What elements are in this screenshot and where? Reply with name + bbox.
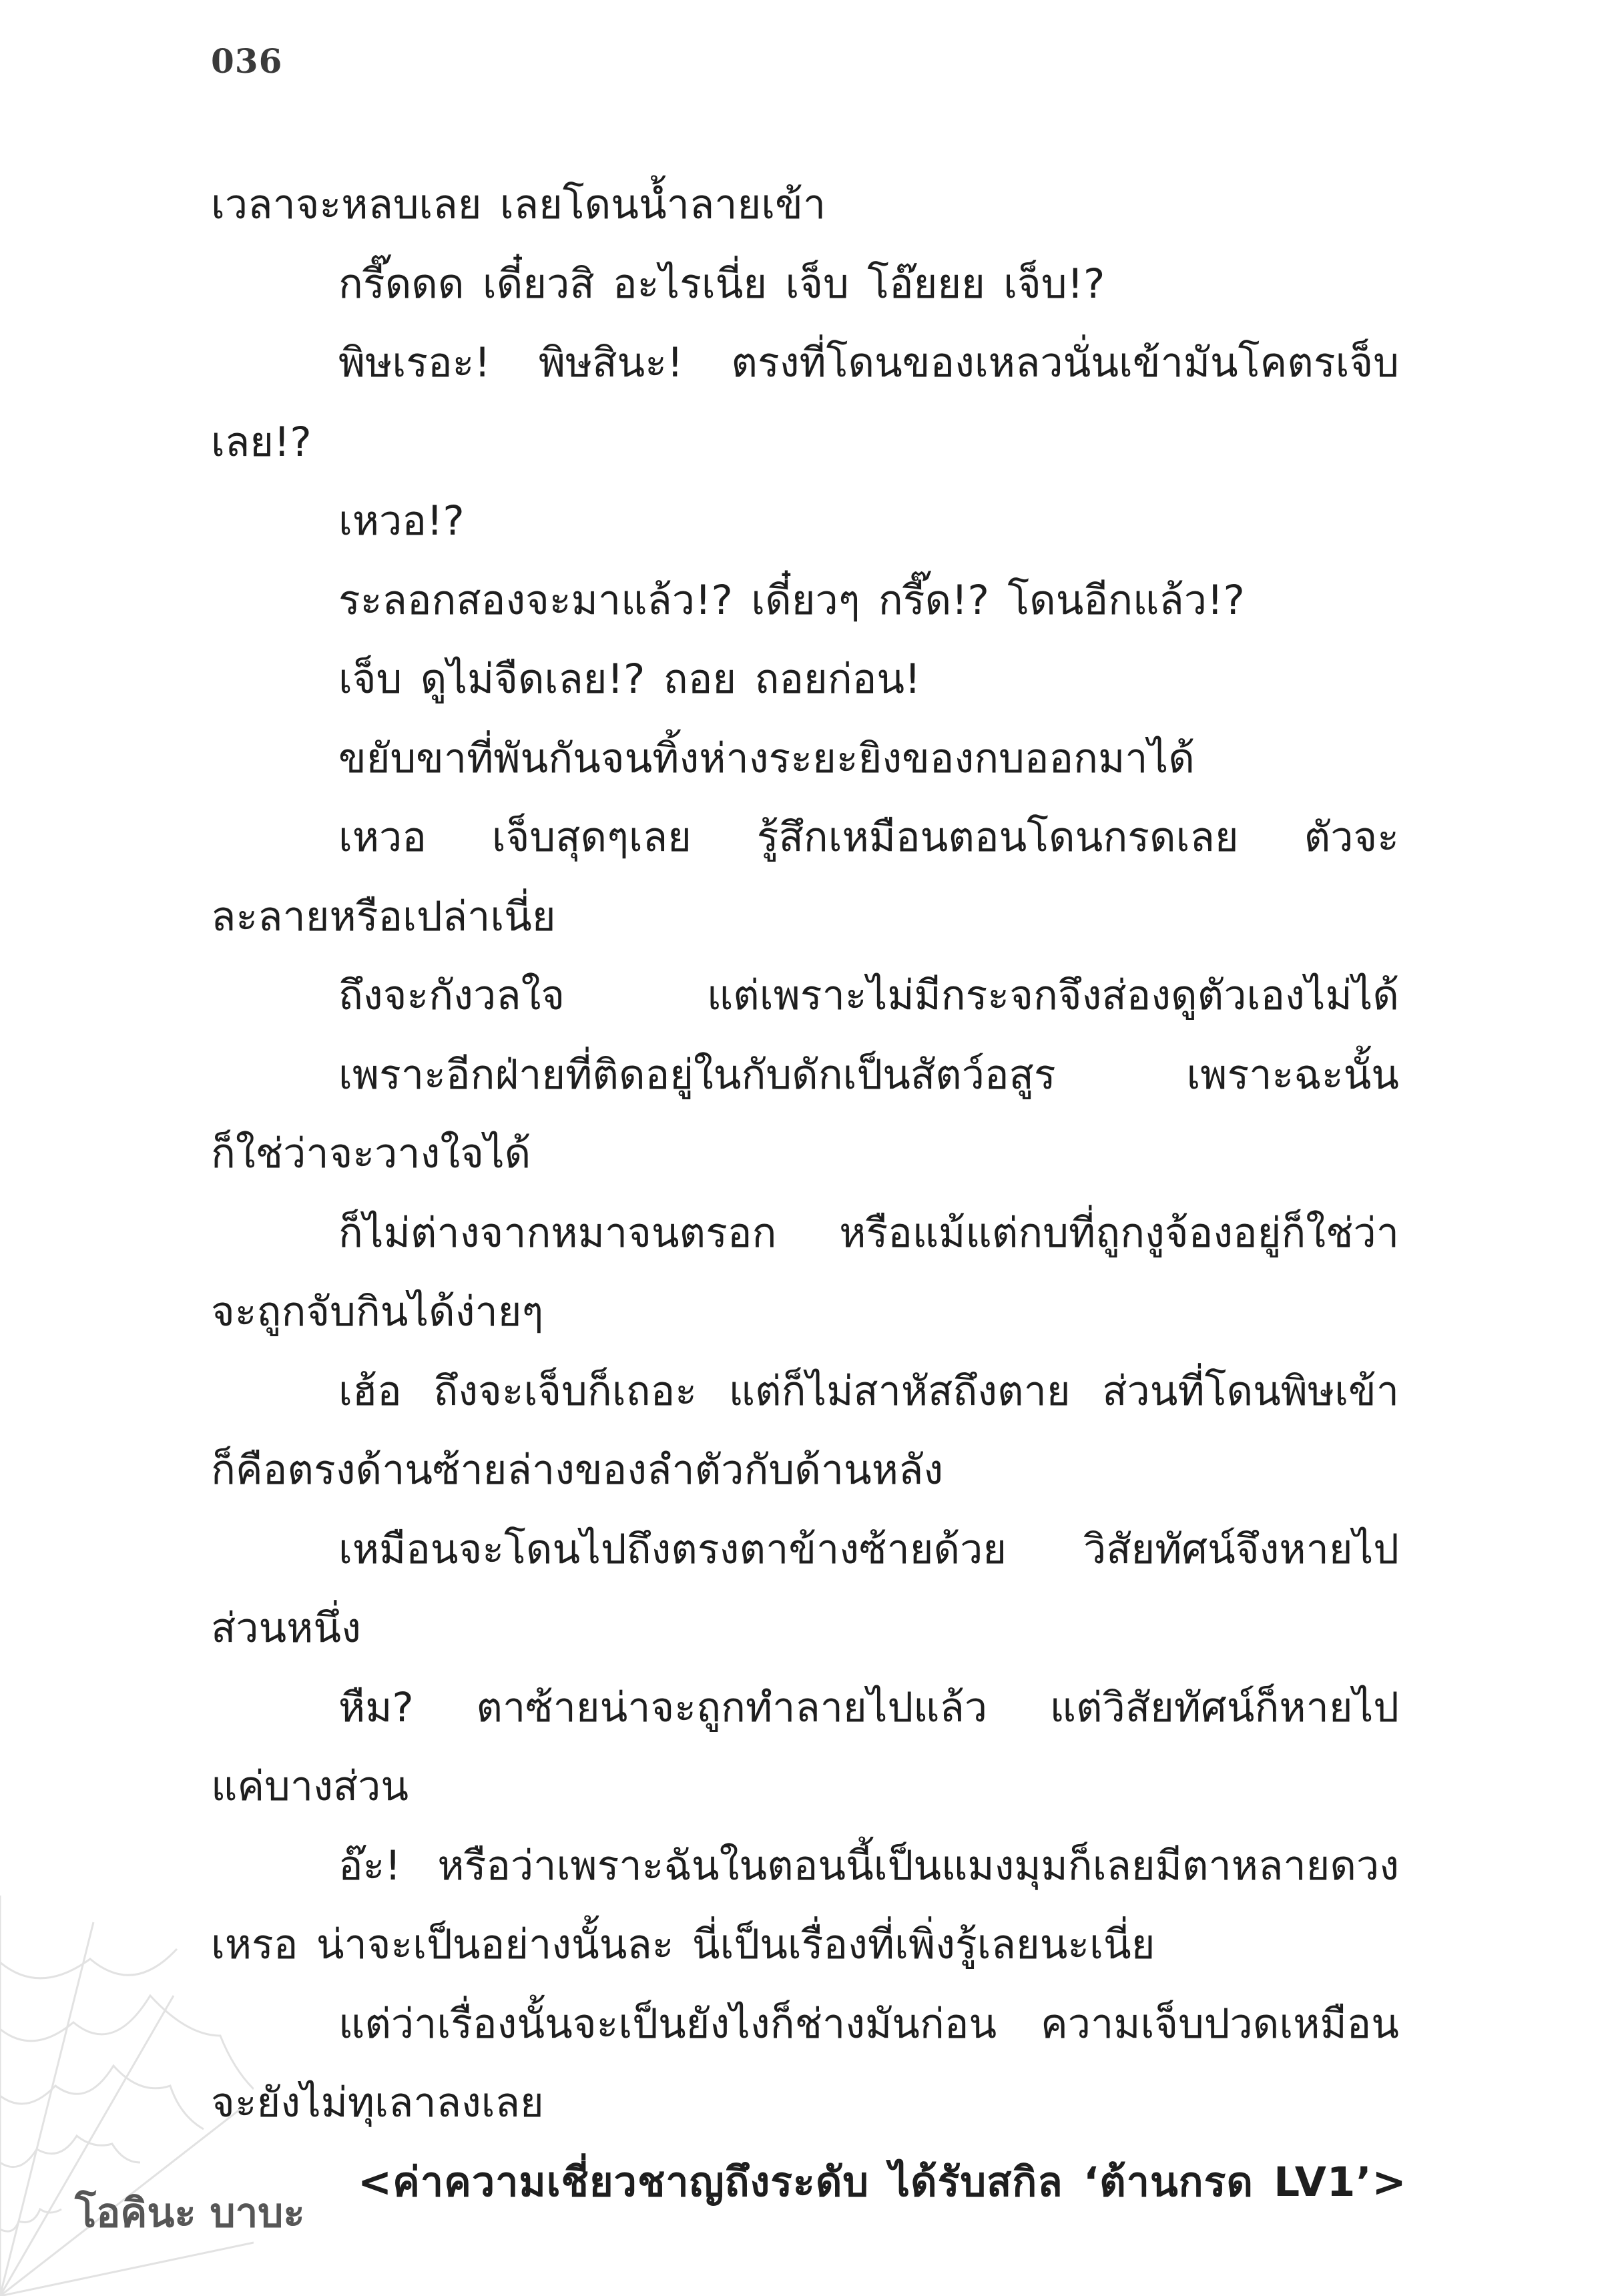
text-line: ขยับขาที่พันกันจนทิ้งห่างระยะยิงของกบออกมาได้ xyxy=(338,734,1195,782)
text-line: กรี๊ดดด เดี๋ยวสิ อะไรเนี่ย เจ็บ โอ๊ยยย เจ็บ!? xyxy=(338,260,1105,308)
text-line: ส่วนหนึ่ง xyxy=(211,1605,361,1652)
text-line: ระลอกสองจะมาแล้ว!? เดี๋ยวๆ กรี๊ด!? โดนอีกแล้ว!? xyxy=(338,576,1245,624)
text-line: ละลายหรือเปล่าเนี่ย xyxy=(211,892,556,940)
text-line: เหวอ เจ็บสุดๆเลย รู้สึกเหมือนตอนโดนกรดเลย ตัวจะ xyxy=(338,814,1399,861)
text-line: จะยังไม่ทุเลาลงเลย xyxy=(211,2079,544,2126)
text-line: เหรอ น่าจะเป็นอย่างนั้นละ นี่เป็นเรื่องที่เพิ่งรู้เลยนะเนี่ย xyxy=(211,1921,1155,1968)
text-line: เฮ้อ ถึงจะเจ็บก็เถอะ แต่ก็ไม่สาหัสถึงตาย ส่วนที่โดนพิษเข้า xyxy=(338,1367,1399,1415)
text-line: จะถูกจับกินได้ง่ายๆ xyxy=(211,1288,544,1336)
text-line: เวลาจะหลบเลย เลยโดนน้ำลายเข้า xyxy=(211,181,826,228)
page-number: 036 xyxy=(211,41,283,81)
text-line: เหมือนจะโดนไปถึงตรงตาข้างซ้ายด้วย วิสัยทัศน์จึงหายไป xyxy=(338,1525,1399,1573)
text-line: เจ็บ ดูไม่จืดเลย!? ถอย ถอยก่อน! xyxy=(338,655,921,703)
text-line: ก็ไม่ต่างจากหมาจนตรอก หรือแม้แต่กบที่ถูกงูจ้องอยู่ก็ใช่ว่า xyxy=(338,1209,1399,1257)
author-name: โอคินะ บาบะ xyxy=(75,2190,305,2237)
text-line: เหวอ!? xyxy=(338,497,465,545)
text-line: ก็คือตรงด้านซ้ายล่างของลำตัวกับด้านหลัง xyxy=(211,1446,944,1494)
body-text xyxy=(211,166,1407,2222)
text-line: พิษเรอะ! พิษสินะ! ตรงที่โดนของเหลวนั่นเข้ามันโคตรเจ็บ xyxy=(338,339,1399,386)
text-line: ถึงจะกังวลใจ แต่เพราะไม่มีกระจกจึงส่องดูตัวเองไม่ได้ xyxy=(338,972,1399,1019)
text-line: ก็ใช่ว่าจะวางใจได้ xyxy=(211,1130,531,1177)
text-line: แค่บางส่วน xyxy=(211,1763,409,1810)
system-message: <ค่าความเชี่ยวชาญถึงระดับ ได้รับสกิล ‘ต้านกรด LV1’> xyxy=(358,2158,1407,2206)
text-line: แต่ว่าเรื่องนั้นจะเป็นยังไงก็ช่างมันก่อน ความเจ็บปวดเหมือน xyxy=(338,2000,1399,2048)
text-line: เลย!? xyxy=(211,418,312,466)
text-line: เพราะอีกฝ่ายที่ติดอยู่ในกับดักเป็นสัตว์อสูร เพราะฉะนั้น xyxy=(338,1051,1399,1099)
text-line: อ๊ะ! หรือว่าเพราะฉันในตอนนี้เป็นแมงมุมก็เลยมีตาหลายดวง xyxy=(338,1841,1399,1890)
text-line: หืม? ตาซ้ายน่าจะถูกทำลายไปแล้ว แต่วิสัยทัศน์ก็หายไป xyxy=(338,1683,1399,1731)
